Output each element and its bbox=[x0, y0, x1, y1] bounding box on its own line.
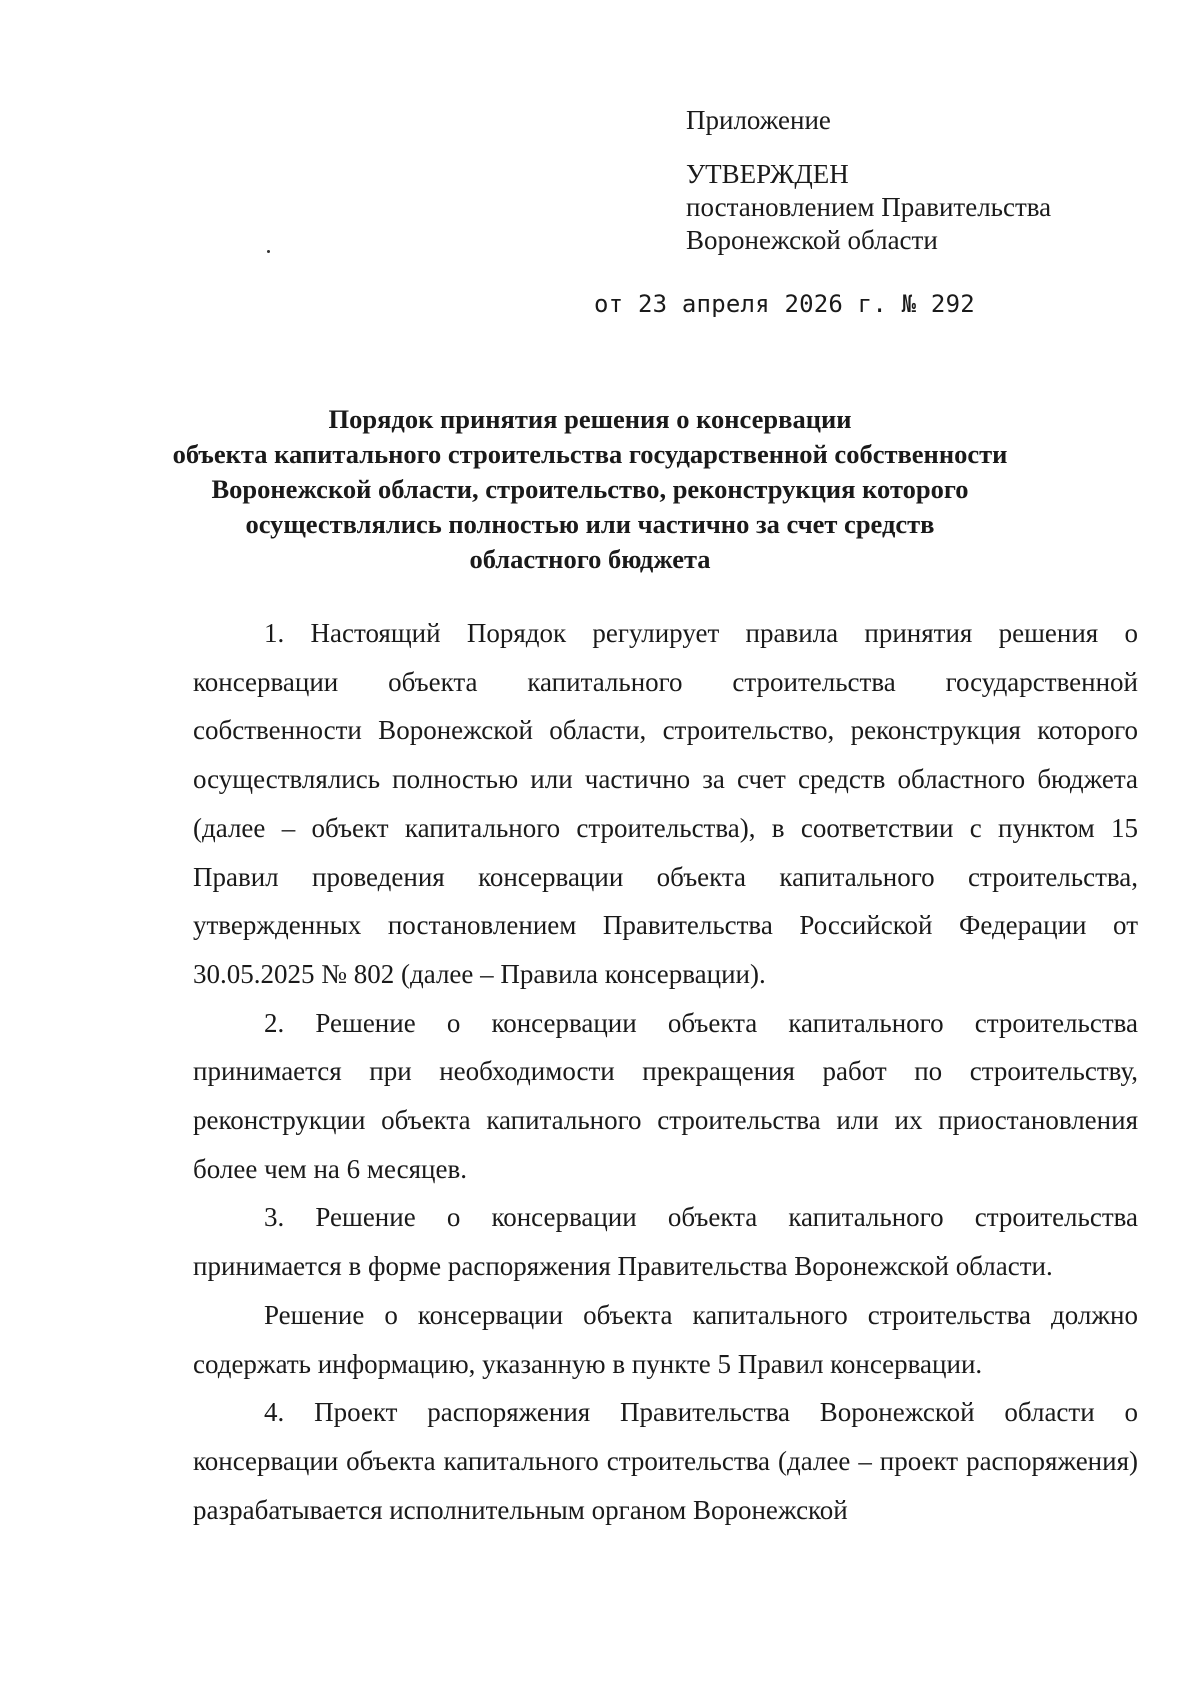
document-body bbox=[193, 609, 1138, 1534]
title-line: областного бюджета bbox=[469, 544, 711, 574]
decree-line-2: Воронежской области bbox=[686, 225, 938, 255]
decree-date-stamp: от 23 апреля 2026 г. № 292 bbox=[594, 290, 975, 318]
paragraph-3: 3. Решение о консервации объекта капитального строительства принимается в форме распоряжения Правительства Воронежской области. bbox=[193, 1202, 1138, 1282]
approved-label: УТВЕРЖДЕН bbox=[686, 159, 849, 189]
title-line: осуществлялись полностью или частично за счет средств bbox=[245, 509, 935, 539]
paragraph-3-continued: Решение о консервации объекта капитального строительства должно содержать информацию, указанную в пункте 5 Правил консервации. bbox=[193, 1299, 1138, 1379]
title-line: объекта капитального строительства государственной собственности bbox=[172, 439, 1008, 469]
paragraph-2: 2. Решение о консервации объекта капитального строительства принимается при необходимости прекращения работ по строительству, реконструкции объекта капитального строительства или их приостановления более чем на 6 месяцев. bbox=[193, 1007, 1138, 1184]
paragraph-1: 1. Настоящий Порядок регулирует правила принятия решения о консервации объекта капитального строительства государственной собственности Воронежской области, строительство, реконструкция которого осуществлялись полностью или частично за счет средств областного бюджета (далее – объект капитального строительства), в соответствии с пунктом 15 Правил проведения консервации объекта капитального строительства, утвержденных постановлением Правительства Российской Федерации от 30.05.2025 № 802 (далее – Правила консервации). bbox=[193, 618, 1138, 989]
title-line: Порядок принятия решения о консервации bbox=[328, 404, 852, 434]
paragraph-4: 4. Проект распоряжения Правительства Воронежской области о консервации объекта капитального строительства (далее – проект распоряжения) разрабатывается исполнительным органом Воронежской bbox=[193, 1397, 1138, 1525]
document-title bbox=[160, 402, 1020, 577]
approval-block bbox=[686, 104, 1051, 257]
title-line: Воронежской области, строительство, реконструкция которого bbox=[211, 474, 969, 504]
decree-line-1: постановлением Правительства bbox=[686, 192, 1052, 222]
scan-speck bbox=[267, 250, 270, 253]
appendix-label: Приложение bbox=[686, 105, 831, 135]
